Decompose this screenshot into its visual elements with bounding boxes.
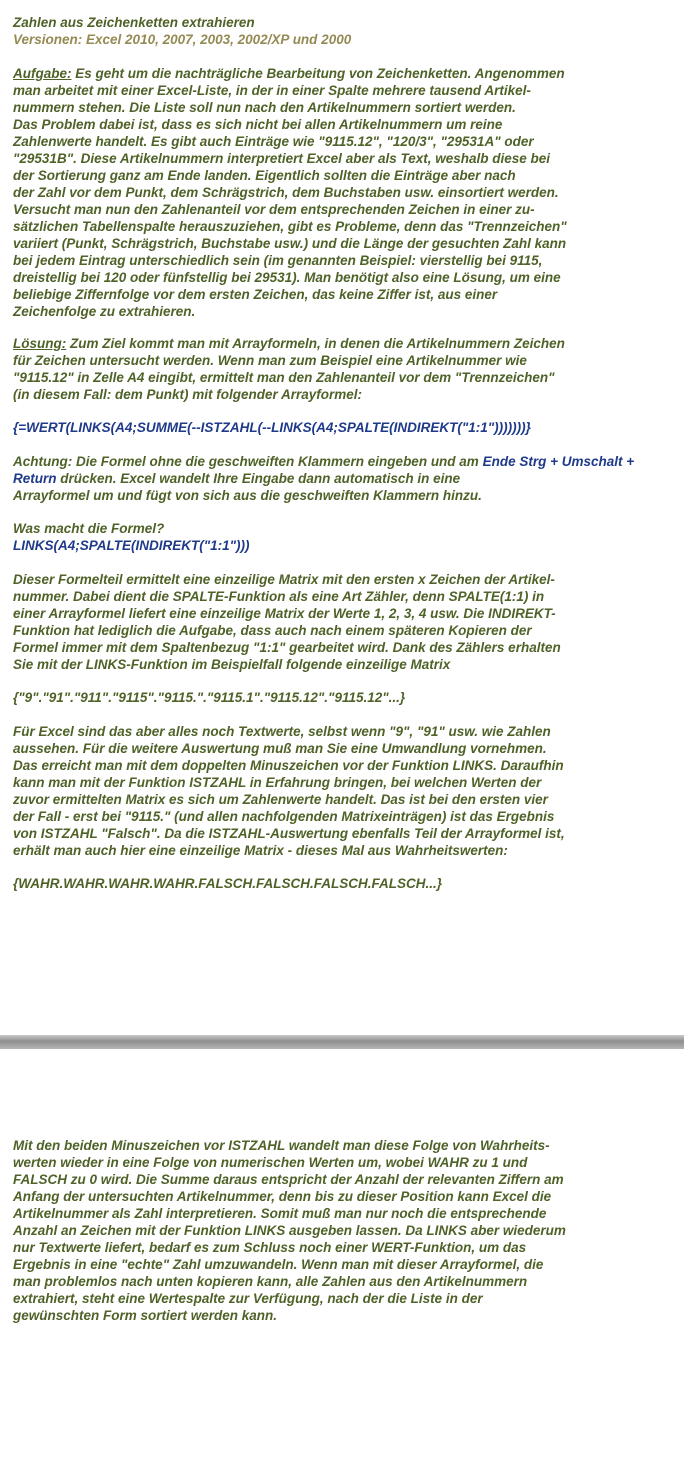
page-break bbox=[0, 1035, 684, 1049]
attention-text-2: drücken. Excel wandelt Ihre Eingabe dann automatisch in eine Arrayformel um und fügt von sich aus die geschweiften Klammern hinzu. bbox=[13, 471, 482, 503]
explanation-paragraph-2: Für Excel sind das aber alles noch Textwerte, selbst wenn "9", "91" usw. wie Zahlen aussehen. Für die weitere Auswertung muß man Sie eine Umwandlung vornehmen. Das erreicht man mit dem doppelten Minuszeichen vor der Funktion LINKS. Daraufhin kann man mit der Funktion ISTZAHL in Erfahrung bringen, bei welchen Werten der zuvor ermittelten Matrix es sich um Zahlenwerte handelt. Das ist bei den ersten vier der Fall - erst bei "9115." (und allen nachfolgenden Matrixeinträgen) ist das Ergebnis von ISTZAHL "Falsch". Da die ISTZAHL-Auswertung ebenfalls Teil der Arrayformel ist, erhält man auch hier eine einzeilige Matrix - dieses Mal aus Wahrheitswerten: bbox=[13, 724, 565, 858]
attention-paragraph bbox=[13, 453, 675, 504]
solution-label: Lösung: bbox=[13, 336, 67, 351]
document-page-2 bbox=[0, 1049, 684, 1483]
attention-text-1: Achtung: Die Formel ohne die geschweiften Klammern eingeben und am bbox=[13, 454, 483, 469]
question-heading: Was macht die Formel? bbox=[13, 521, 165, 536]
explanation-paragraph-1: Dieser Formelteil ermittelt eine einzeilige Matrix mit den ersten x Zeichen der Artikel- nummer. Dabei dient die SPALTE-Funktion als eine Art Zähler, denn SPALTE(1:1) in einer Arrayformel liefert eine einzeilige Matrix der Werte 1, 2, 3, 4 usw. Die INDIREKT- Funktion hat lediglich die Aufgabe, dass auch nach einem späteren Kopieren der Formel immer mit dem Spaltenbezug "1:1" gearbeitet wird. Dank des Zählers erhalten Sie mit der LINKS-Funktion im Beispielfall folgende einzeilige Matrix bbox=[13, 572, 561, 672]
text-matrix: {"9"."91"."911"."9115"."9115."."9115.1"."9115.12"."9115.12"...} bbox=[13, 690, 406, 705]
task-text: Es geht um die nachträgliche Bearbeitung von Zeichenketten. Angenommen man arbeitet mit einer Excel-Liste, in der in einer Spalte mehrere tausend Artikel- nummern stehen. Die Liste soll nun nach den Artikelnummern sortiert werden. Das Problem dabei ist, dass es sich nicht bei allen Artikelnummern um reine Zahlenwerte handelt. Es gibt auch Einträge wie "9115.12", "120/3", "29531A" oder "29531B". Diese Artikelnummern interpretiert Excel aber als Text, weshalb diese bei der Sortierung ganz am Ende landen. Eigentlich sollten die Einträge aber nach der Zahl vor dem Punkt, dem Schrägstrich, dem Buchstaben usw. einsortiert werden. Versucht man nun den Zahlenanteil vor dem entsprechenden Zeichen in einer zu- sätzlichen Tabellenspalte herauszuziehen, gibt es Probleme, denn das "Trennzeichen" variiert (Punkt, Schrägstrich, Buchstabe usw.) und die Länge der gesuchten Zahl kann bei jedem Eintrag unterschiedlich sein (im genannten Beispiel: vierstellig bei 9115, dreistellig bei 120 oder fünfstellig bei 29531). Man benötigt also eine Lösung, um eine beliebige Ziffernfolge vor dem ersten Zeichen, das keine Ziffer ist, aus einer Zeichenfolge zu extrahieren. bbox=[13, 66, 567, 319]
sub-formula: LINKS(A4;SPALTE(INDIREKT("1:1"))) bbox=[13, 538, 250, 553]
solution-paragraph bbox=[13, 335, 675, 403]
main-formula: {=WERT(LINKS(A4;SUMME(--ISTZAHL(--LINKS(A4;SPALTE(INDIREKT("1:1")))))))} bbox=[13, 420, 531, 435]
document-title: Zahlen aus Zeichenketten extrahieren bbox=[13, 15, 255, 30]
boolean-matrix: {WAHR.WAHR.WAHR.WAHR.FALSCH.FALSCH.FALSCH.FALSCH...} bbox=[13, 876, 442, 891]
key-combination: Ende Strg + Umschalt + Return bbox=[13, 454, 635, 486]
solution-text: Zum Ziel kommt man mit Arrayformeln, in denen die Artikelnummern Zeichen für Zeichen untersucht werden. Wenn man zum Beispiel eine Artikelnummer wie "9115.12" in Zelle A4 eingibt, ermittelt man den Zahlenanteil vor dem "Trennzeichen" (in diesem Fall: dem Punkt) mit folgender Arrayformel: bbox=[13, 336, 565, 402]
task-label: Aufgabe: bbox=[13, 66, 72, 81]
versions-line: Versionen: Excel 2010, 2007, 2003, 2002/XP und 2000 bbox=[13, 32, 352, 47]
task-paragraph bbox=[13, 65, 675, 320]
explanation-paragraph-3: Mit den beiden Minuszeichen vor ISTZAHL wandelt man diese Folge von Wahrheits- werten wieder in eine Folge von numerischen Werten um, wobei WAHR zu 1 und FALSCH zu 0 wird. Die Summe daraus entspricht der Anzahl der relevanten Ziffern am Anfang der untersuchten Artikelnummer, denn bis zu dieser Position kann Excel die Artikelnummer als Zahl interpretieren. Somit muß man nur noch die entsprechende Anzahl an Zeichen mit der Funktion LINKS ausgeben lassen. Da LINKS aber wiederum nur Textwerte liefert, bedarf es zum Schluss noch einer WERT-Funktion, um das Ergebnis in eine "echte" Zahl umzuwandeln. Wenn man mit dieser Arrayformel, die man problemlos nach unten kopieren kann, alle Zahlen aus den Artikelnummern extrahiert, steht eine Wertespalte zur Verfügung, nach der die Liste in der gewünschten Form sortiert werden kann. bbox=[13, 1138, 566, 1323]
